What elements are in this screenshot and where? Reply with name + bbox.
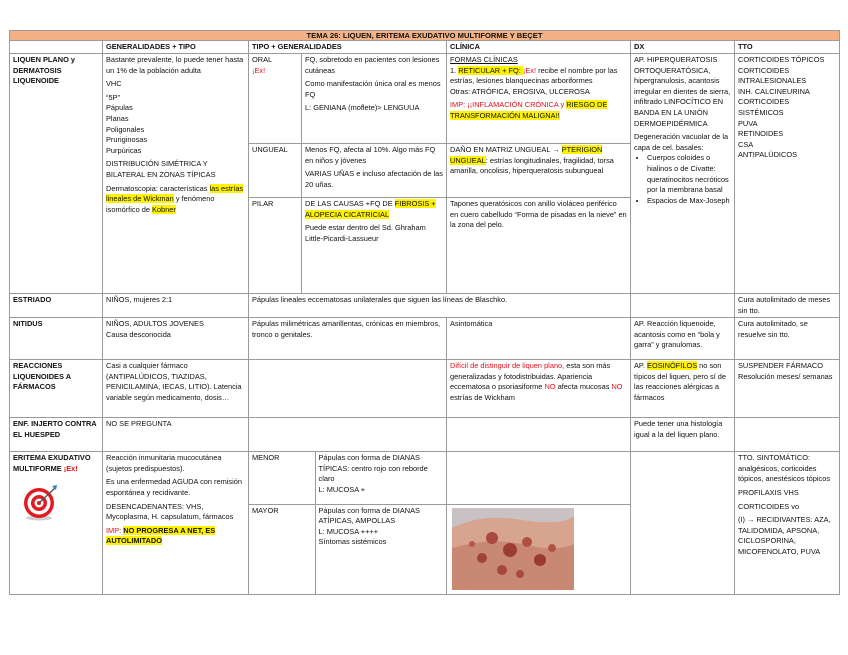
row-label-reacciones: REACCIONES LIQUENOIDES A FÁRMACOS	[10, 360, 103, 418]
type-oral: ORAL ¡Ex!	[249, 54, 302, 144]
eritema-photo-cell	[447, 504, 631, 595]
ungueal-generalidades: Menos FQ, afecta al 10%. Algo más FQ en niños y jóvenes VARIAS UÑAS e incluso afectación de las 20 uñas.	[302, 144, 447, 198]
oral-generalidades: FQ, sobretodo en pacientes con lesiones cutáneas Como manifestación única oral es menos FQ L: GENIANA (moflete)> LENGUUA	[302, 54, 447, 144]
row-eritema-menor	[10, 452, 840, 504]
dartboard-icon	[19, 482, 59, 522]
liquen-generalidades	[103, 54, 249, 294]
gen-p1: Pápulas	[106, 103, 133, 113]
table-title: TEMA 26: LIQUEN, ERITEMA EXUDATIVO MULTIFORME Y BEÇET	[10, 31, 840, 41]
gen-p2: Planas	[106, 113, 129, 123]
pilar-generalidades: DE LAS CAUSAS +FQ DE FIBROSIS + ALOPECIA CICATRICIAL Puede estar dentro del Sd. Ghraham Little-Picardi-Lassueur	[302, 198, 447, 294]
row-liquen-oral	[10, 54, 840, 144]
gen-p3: Poligonales	[106, 124, 145, 134]
gen-distribution: DISTRIBUCIÓN SIMÉTRICA Y BILATERAL EN ZONAS TÍPICAS	[106, 159, 216, 179]
header-row	[10, 41, 840, 54]
eritema-tipos	[249, 452, 447, 595]
row-injerto: ENF. INJERTO CONTRA EL HUESPED NO SE PREGUNTA Puede tener una histología igual a la del liquen plano.	[10, 418, 840, 452]
dx-list: • Cuerpos coloides o hialinos o de Civatte: queratinocitos necróticos por la membrana basal • Espacios de Max-Joseph	[634, 153, 731, 206]
mayor-desc: Pápulas con forma de DIANAS ATÍPICAS, AMPOLLAS L: MUCOSA ++++ Síntomas sistémicos	[315, 504, 446, 594]
header-generalidades: GENERALIDADES + TIPO	[103, 41, 249, 54]
gen-prevalence: Bastante prevalente, lo puede tener hasta un 1% de la población adulta	[106, 55, 244, 75]
skin-lesion-photo	[452, 508, 574, 590]
row-estriado: ESTRIADO NIÑOS, mujeres 2:1 Pápulas lineales eccematosas unilaterales que siguen las líneas de Blaschko. Cura autolimitado de meses sin tto.	[10, 294, 840, 318]
header-clinica: CLÍNICA	[447, 41, 631, 54]
gen-vhc: VHC	[106, 79, 122, 89]
header-empty	[10, 41, 103, 54]
row-label-eritema: ERITEMA EXUDATIVO MULTIFORME ¡Ex!	[10, 452, 103, 595]
type-ungueal: UNGUEAL	[249, 144, 302, 198]
pilar-clinica: Tapones queratósicos con anillo violáceo periférico en cuero cabelludo “Forma de pisadas en la nieve” en la zona del pelo.	[447, 198, 631, 294]
type-pilar: PILAR	[249, 198, 302, 294]
ungueal-clinica: DAÑO EN MATRIZ UNGUEAL → PTERIGION UNGUEAL: estrías longitudinales, fragilidad, torsa amarilla, oncolisis, hiperqueratosis subungueal	[447, 144, 631, 198]
row-label-liquen: LIQUEN PLANO y DERMATOSIS LIQUENOIDE	[10, 54, 103, 294]
row-nitidus: NITIDUS NIÑOS, ADULTOS JOVENES Causa desconocida Pápulas milimétricas amarillentas, crónicas en miembros, tronco o genitales. Asintomática AP. Reacción liquenoide, acantosis como en “bola y garra” y granulomas. Cura autolimitado, se resuelve sin tto.	[10, 318, 840, 360]
gen-p5: Purpúricas	[106, 145, 142, 155]
gen-5p: “5P”	[106, 92, 120, 102]
type-mayor: MAYOR	[249, 504, 315, 594]
kobner-highlight: Kobner	[152, 204, 176, 214]
oral-clinica: FORMAS CLÍNICAS 1. RETICULAR + FQ: ¡Ex! recibe el nombre por las estrías, lesiones blanquecinas arboriformes Otras: ATRÓFICA, EROSIVA, ULCEROSA IMP: ¡¡INFLAMACIÓN CRÓNICA y RIESGO DE TRANSFORMACIÓN MALIGNA!!	[447, 54, 631, 144]
wickman-highlight: las estrías lineales de Wickman	[106, 183, 244, 204]
liquen-tto: CORTICOIDES TÓPICOS CORTICOIDES INTRALESIONALES INH. CALCINEURINA CORTICOIDES SISTÉMICOS PUVA RETINOIDES CSA ANTIPALÚDICOS	[735, 54, 840, 294]
row-label-nitidus: NITIDUS	[10, 318, 103, 360]
row-label-injerto: ENF. INJERTO CONTRA EL HUESPED	[10, 418, 103, 452]
header-tipo: TIPO + GENERALIDADES	[249, 41, 447, 54]
summary-table	[9, 30, 840, 595]
eritema-tto: TTO. SINTOMÁTICO: analgésicos, corticoides tópicos, anestésicos tópicos PROFILAXIS VHS CORTICOIDES vo (I) → RECIDIVANTES: AZA, TALIDOMIDA, APSONA, CICLOSPORINA, MICOFENOLATO, PUVA	[735, 452, 840, 595]
liquen-dx: AP. HIPERQUERATOSIS ORTOQUERATÓSICA, hipergranulosis, acantosis irregular en dientes de sierra, infiltrado LINFOCÍTICO EN BANDA EN LA UNIÓN DERMOEPIDÉRMICA Degeneración vacuolar de la capa de cel. basales: • Cuerpos coloides o hialinos o de Civatte: queratinocitos necróticos por la membrana basal • Espacios de Max-Joseph	[631, 54, 735, 294]
type-menor: MENOR	[249, 452, 315, 504]
row-label-estriado: ESTRIADO	[10, 294, 103, 318]
eritema-generalidades: Reacción inmunitaria mucocutánea (sujetos predispuestos). Es una enfermedad AGUDA con remisión espontánea y recidivante. DESENCADENANTES: VHS, Mycoplasma, H. capsulatum, fármacos IMP: NO PROGRESA A NET, ES AUTOLIMITADO	[103, 452, 249, 595]
gen-dermatoscopy: Dermatoscopia: características las estrías lineales de Wickman y fenómeno isomórfico de Kobner	[106, 183, 244, 214]
header-tto: TTO	[735, 41, 840, 54]
menor-desc: Pápulas con forma de DIANAS TÍPICAS: centro rojo con reborde claro L: MUCOSA +	[315, 452, 446, 504]
row-reacciones: REACCIONES LIQUENOIDES A FÁRMACOS Casi a cualquier fármaco (ANTIPALÚDICOS, TIAZIDAS, PENICILAMINA, IECAS, LITIO). Latencia variable según medicamento, dosis… Difícil de distinguir de liquen plano, esta son más generalizadas y fotodistribuidas. Apariencia eccematosa o psoriasiforme NO afecta mucosas NO estrías de Wickham AP. EOSINÓFILOS no son típicos del liquen, pero sí de las reacciones alérgicas a fármacos SUSPENDER FÁRMACO Resolución meses/ semanas	[10, 360, 840, 418]
header-dx: DX	[631, 41, 735, 54]
exam-badge-eritema: ¡Ex!	[63, 463, 78, 473]
gen-p4: Pruriginosas	[106, 135, 148, 145]
exam-badge-oral: ¡Ex!	[252, 65, 266, 75]
